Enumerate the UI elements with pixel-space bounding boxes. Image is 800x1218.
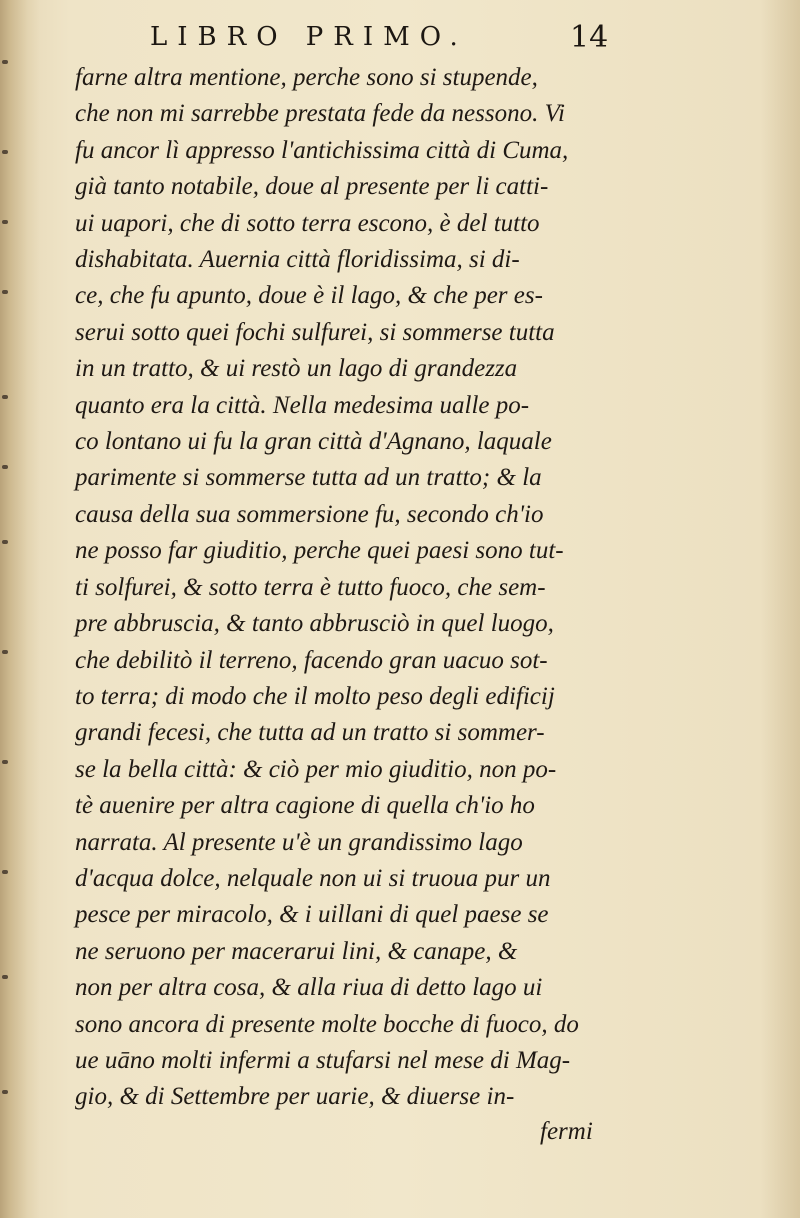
text-line: dishabitata. Auernia città floridissima, si di- — [75, 246, 520, 274]
ink-bleed-mark — [2, 760, 8, 764]
text-line: ne posso far giuditio, perche quei paesi sono tut- — [75, 537, 564, 565]
ink-bleed-mark — [2, 395, 8, 399]
text-line: già tanto notabile, doue al presente per li catti- — [75, 173, 549, 201]
text-line: in un tratto, & ui restò un lago di grandezza — [75, 355, 518, 383]
ink-bleed-mark — [2, 650, 8, 654]
text-line: ue uāno molti infermi a stufarsi nel mese di Mag- — [75, 1046, 571, 1074]
text-line: farne altra mentione, perche sono si stupende, — [75, 64, 538, 91]
text-line: se la bella città: & ciò per mio giuditio, non po- — [75, 755, 557, 783]
ink-bleed-mark — [2, 540, 8, 544]
text-line: tè auenire per altra cagione di quella ch'io ho — [75, 792, 535, 820]
ink-bleed-mark — [2, 870, 8, 874]
ink-bleed-mark — [2, 290, 8, 294]
body-text — [75, 60, 675, 1116]
text-line: quanto era la città. Nella medesima ualle po- — [75, 391, 530, 419]
text-line: non per altra cosa, & alla riua di detto lago ui — [75, 974, 543, 1002]
page-binding-gutter — [0, 0, 40, 1218]
text-line: causa della sua sommersione fu, secondo ch'io — [75, 500, 544, 528]
text-line: grandi fecesi, che tutta ad un tratto si sommer- — [75, 719, 545, 747]
text-line: che non mi sarrebbe prestata fede da nessono. Vi — [75, 100, 565, 128]
text-line: co lontano ui fu la gran città d'Agnano, laquale — [75, 428, 552, 456]
text-line: ce, che fu apunto, doue è il lago, & che per es- — [75, 282, 543, 310]
ink-bleed-mark — [2, 465, 8, 469]
text-line: gio, & di Settembre per uarie, & diuerse in- — [75, 1083, 515, 1111]
text-line: fu ancor lì appresso l'antichissima città di Cuma, — [75, 136, 569, 164]
catchword: fermi — [540, 1118, 593, 1145]
text-line: che debilitò il terreno, facendo gran uacuo sot- — [75, 646, 548, 674]
running-header — [150, 20, 610, 55]
running-title: LIBRO PRIMO. — [150, 22, 468, 52]
ink-bleed-mark — [2, 975, 8, 979]
text-line: sono ancora di presente molte bocche di fuoco, do — [75, 1010, 579, 1038]
text-line: narrata. Al presente u'è un grandissimo lago — [75, 828, 523, 856]
text-line: ui uapori, che di sotto terra escono, è del tutto — [75, 209, 540, 237]
text-line: pre abbruscia, & tanto abbrusciò in quel luogo, — [75, 610, 554, 638]
ink-bleed-mark — [2, 150, 8, 154]
text-line: d'acqua dolce, nelquale non ui si truoua pur un — [75, 864, 551, 892]
ink-bleed-mark — [2, 220, 8, 224]
page-number: 14 — [570, 20, 609, 55]
ink-bleed-mark — [2, 1090, 8, 1094]
text-line: ne seruono per macerarui lini, & canape, & — [75, 937, 518, 965]
text-line: serui sotto quei fochi sulfurei, si sommerse tutta — [75, 318, 555, 346]
text-line: ti solfurei, & sotto terra è tutto fuoco, che sem- — [75, 573, 546, 601]
ink-bleed-mark — [2, 60, 8, 64]
text-line: pesce per miracolo, & i uillani di quel paese se — [75, 901, 549, 929]
text-line: to terra; di modo che il molto peso degli edificij — [75, 682, 555, 710]
text-line: parimente si sommerse tutta ad un tratto; & la — [75, 464, 542, 492]
